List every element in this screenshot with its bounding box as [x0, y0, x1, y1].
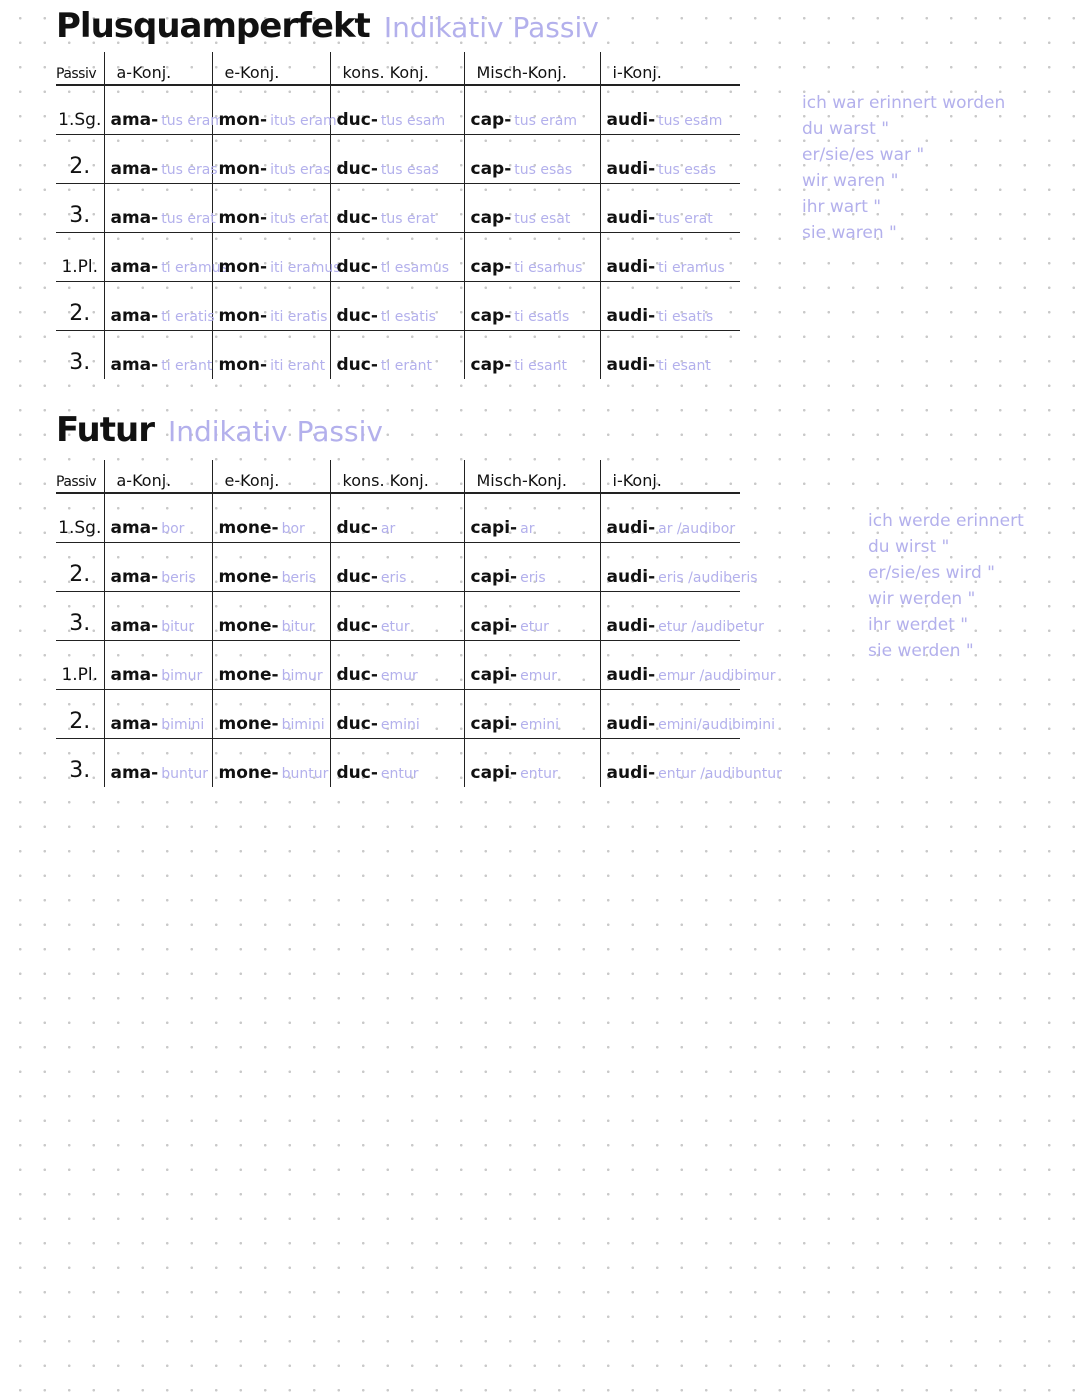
person-label: 1.Sg. — [56, 85, 104, 135]
form-stem: cap- — [470, 110, 512, 130]
form-stem: mon- — [218, 208, 268, 228]
form-ending: emini/audibimini — [658, 717, 776, 733]
translation-line: sie waren " — [802, 223, 897, 243]
form-cell — [600, 184, 740, 233]
translation-line: du wirst " — [868, 537, 950, 557]
form-cell — [600, 331, 740, 380]
translation-line: er/sie/es wird " — [868, 563, 995, 583]
plusquamperfekt-title: Plusquamperfekt — [56, 6, 370, 46]
form-stem: duc- — [336, 567, 378, 587]
form-cell — [330, 641, 464, 690]
form-ending: ti esatis — [514, 309, 570, 325]
form-ending: tus eram — [161, 113, 224, 129]
futur-table — [56, 460, 782, 787]
form-stem: duc- — [336, 763, 378, 783]
form-stem: capi- — [470, 763, 518, 783]
form-cell — [600, 233, 740, 282]
form-cell — [464, 282, 600, 331]
column-header: e-Konj. — [212, 52, 330, 85]
form-ending: ti erant — [380, 358, 433, 374]
form-cell — [464, 85, 600, 135]
form-stem: audi- — [606, 714, 656, 734]
form-ending: buntur — [161, 766, 208, 782]
form-cell — [330, 592, 464, 641]
form-cell — [600, 493, 740, 543]
form-stem: ama- — [110, 208, 159, 228]
form-stem: audi- — [606, 257, 656, 277]
table-header-row — [56, 52, 740, 85]
form-cell — [104, 690, 212, 739]
form-stem: duc- — [336, 714, 378, 734]
table-row — [56, 641, 740, 690]
futur-heading — [56, 410, 383, 450]
translation-line: sie werden " — [868, 641, 974, 661]
form-stem: audi- — [606, 763, 656, 783]
person-label: 3. — [69, 350, 91, 375]
form-stem: ama- — [110, 110, 159, 130]
form-stem: mone- — [218, 616, 279, 636]
form-ending: bimini — [161, 717, 205, 733]
form-ending: entur — [520, 766, 558, 782]
column-header: Misch-Konj. — [464, 52, 600, 85]
form-stem: ama- — [110, 306, 159, 326]
form-ending: iti erant — [270, 358, 326, 374]
form-ending: ti esamus — [514, 260, 583, 276]
form-ending: tus esam — [380, 113, 446, 129]
translation-line: wir waren " — [802, 171, 899, 191]
futur-translations — [868, 508, 1024, 664]
form-cell — [330, 543, 464, 592]
form-cell — [212, 85, 337, 135]
form-ending: bimini — [281, 717, 325, 733]
form-ending: ti eramus — [161, 260, 228, 276]
form-ending: tus esas — [658, 162, 717, 178]
table-row — [56, 282, 740, 331]
form-cell — [600, 282, 740, 331]
form-cell — [212, 739, 330, 788]
form-cell — [464, 641, 600, 690]
form-cell — [212, 184, 330, 233]
form-ending: iti eramus — [270, 260, 341, 276]
form-cell — [464, 135, 600, 184]
table-row — [56, 331, 740, 380]
form-stem: cap- — [470, 208, 512, 228]
form-ending: eris — [520, 570, 546, 586]
form-ending: bor — [161, 521, 185, 537]
form-ending: bitur — [281, 619, 315, 635]
futur-subtitle: Indikativ Passiv — [167, 415, 383, 448]
column-header: Misch-Konj. — [464, 460, 600, 493]
form-cell — [104, 739, 212, 788]
form-ending: ti esatis — [380, 309, 436, 325]
column-header: a-Konj. — [104, 460, 212, 493]
form-stem: duc- — [336, 110, 378, 130]
corner-label: Passiv — [56, 460, 104, 493]
form-stem: ama- — [110, 355, 159, 375]
table-row — [56, 739, 740, 788]
form-stem: mone- — [218, 665, 279, 685]
form-cell — [330, 331, 464, 380]
table-row — [56, 493, 740, 543]
form-ending: emur — [380, 668, 418, 684]
form-stem: mone- — [218, 714, 279, 734]
form-stem: mon- — [218, 159, 268, 179]
form-cell — [464, 331, 600, 380]
table-row — [56, 85, 740, 135]
form-ending: emini — [380, 717, 420, 733]
form-ending: ti esant — [658, 358, 711, 374]
form-ending: tus erat — [380, 211, 436, 227]
form-cell — [212, 592, 330, 641]
form-cell — [464, 739, 600, 788]
form-ending: ti eratis — [161, 309, 215, 325]
form-ending: emini — [520, 717, 560, 733]
form-stem: ama- — [110, 665, 159, 685]
form-cell — [104, 282, 215, 331]
form-stem: cap- — [470, 355, 512, 375]
column-header: kons. Konj. — [330, 52, 464, 85]
form-cell — [212, 543, 330, 592]
form-cell — [212, 493, 330, 543]
translation-line: er/sie/es war " — [802, 145, 925, 165]
form-ending: etur — [380, 619, 410, 635]
form-cell — [600, 543, 758, 592]
person-label: 2. — [56, 690, 104, 739]
form-stem: audi- — [606, 208, 656, 228]
form-cell — [104, 135, 218, 184]
form-cell — [464, 543, 600, 592]
form-ending: ti esatis — [658, 309, 714, 325]
form-stem: capi- — [470, 616, 518, 636]
form-stem: mone- — [218, 763, 279, 783]
form-stem: ama- — [110, 616, 159, 636]
form-ending: eris /audiberis — [658, 570, 758, 586]
form-cell — [104, 85, 224, 135]
form-ending: itus erat — [270, 211, 329, 227]
form-ending: tus eras — [161, 162, 218, 178]
form-ending: ti erant — [161, 358, 213, 374]
translation-line: du warst " — [802, 119, 890, 139]
plusquamperfekt-table — [56, 52, 740, 379]
form-ending: bimur — [281, 668, 323, 684]
form-stem: cap- — [470, 257, 512, 277]
form-cell — [330, 85, 464, 135]
form-cell — [212, 690, 330, 739]
form-cell — [212, 641, 330, 690]
form-ending: bimur — [161, 668, 203, 684]
form-cell — [104, 641, 212, 690]
form-cell — [464, 690, 600, 739]
form-ending: bitur — [161, 619, 195, 635]
form-stem: audi- — [606, 306, 656, 326]
form-cell — [330, 690, 464, 739]
form-ending: etur /audibetur — [658, 619, 764, 635]
form-cell — [330, 493, 464, 543]
form-stem: capi- — [470, 567, 518, 587]
person-label: 1.Pl. — [56, 641, 104, 690]
form-stem: ama- — [110, 159, 159, 179]
form-ending: tus erat — [658, 211, 713, 227]
form-cell — [212, 233, 341, 282]
form-cell — [464, 493, 600, 543]
form-stem: cap- — [470, 159, 512, 179]
form-cell — [212, 331, 330, 380]
plusquamperfekt-subtitle: Indikativ Passiv — [383, 11, 599, 44]
table-row — [56, 233, 740, 282]
translation-line: ich werde erinnert — [868, 511, 1024, 531]
form-ending: ti esant — [514, 358, 567, 374]
form-cell — [600, 592, 764, 641]
form-cell — [104, 184, 216, 233]
form-cell — [464, 184, 600, 233]
form-ending: eris — [380, 570, 407, 586]
form-stem: duc- — [336, 257, 378, 277]
person-label: 2. — [56, 282, 104, 331]
form-ending: ar /audibor — [658, 521, 736, 537]
form-ending: ti eramus — [658, 260, 725, 276]
form-cell — [330, 739, 464, 788]
column-header: e-Konj. — [212, 460, 330, 493]
plusquamperfekt-heading — [56, 6, 599, 46]
form-stem: capi- — [470, 518, 518, 538]
form-stem: audi- — [606, 110, 656, 130]
form-cell — [600, 641, 776, 690]
translation-line: ich war erinnert worden — [802, 93, 1006, 113]
table-row — [56, 184, 740, 233]
form-cell — [330, 135, 464, 184]
person-label: 1.Sg. — [56, 493, 104, 543]
form-ending: itus eras — [270, 162, 331, 178]
form-ending: tus erat — [161, 211, 216, 227]
form-stem: mone- — [218, 518, 279, 538]
form-ending: entur /audibuntur — [658, 766, 782, 782]
form-ending: beris — [161, 570, 196, 586]
form-stem: duc- — [336, 159, 378, 179]
form-ending: ar — [520, 521, 535, 537]
form-stem: ama- — [110, 518, 159, 538]
form-ending: tus esas — [380, 162, 439, 178]
table-row — [56, 690, 740, 739]
form-ending: emur — [520, 668, 557, 684]
form-stem: audi- — [606, 355, 656, 375]
form-cell — [600, 135, 740, 184]
form-stem: ama- — [110, 257, 159, 277]
form-stem: audi- — [606, 567, 656, 587]
translation-line: wir werden " — [868, 589, 976, 609]
person-label: 3. — [56, 592, 104, 641]
form-cell — [104, 493, 212, 543]
person-label: 1.Pl. — [56, 233, 104, 282]
form-ending: emur /audibimur — [658, 668, 776, 684]
form-stem: duc- — [336, 208, 378, 228]
form-ending: entur — [380, 766, 419, 782]
form-stem: duc- — [336, 518, 378, 538]
form-cell — [104, 233, 228, 282]
form-stem: capi- — [470, 665, 518, 685]
form-cell — [104, 331, 212, 380]
form-stem: duc- — [336, 355, 378, 375]
form-ending: etur — [520, 619, 549, 635]
form-cell — [104, 592, 212, 641]
form-cell — [464, 592, 600, 641]
form-stem: audi- — [606, 665, 656, 685]
form-cell — [212, 282, 330, 331]
translation-line: ihr werdet " — [868, 615, 969, 635]
form-cell — [600, 85, 740, 135]
form-cell — [600, 739, 782, 788]
table-row — [56, 135, 740, 184]
form-cell — [104, 543, 212, 592]
form-ending: bor — [281, 521, 305, 537]
person-label: 3. — [56, 184, 104, 233]
person-label: 2. — [56, 543, 104, 592]
form-stem: mon- — [218, 355, 268, 375]
person-label: 2. — [56, 135, 104, 184]
form-stem: audi- — [606, 616, 656, 636]
table-row — [56, 543, 740, 592]
column-header: i-Konj. — [600, 460, 740, 493]
form-ending: tus eram — [514, 113, 577, 129]
form-stem: ama- — [110, 567, 159, 587]
form-ending: tus esat — [514, 211, 571, 227]
futur-title: Futur — [56, 410, 154, 450]
corner-label: Passiv — [56, 52, 104, 85]
form-stem: audi- — [606, 518, 656, 538]
column-header: i-Konj. — [600, 52, 740, 85]
form-stem: duc- — [336, 616, 378, 636]
column-header: a-Konj. — [104, 52, 212, 85]
translation-line: ihr wart " — [802, 197, 882, 217]
form-stem: mon- — [218, 110, 268, 130]
form-cell — [330, 233, 464, 282]
form-stem: ama- — [110, 714, 159, 734]
form-stem: mon- — [218, 306, 268, 326]
table-header-row — [56, 460, 740, 493]
form-cell — [600, 690, 776, 739]
form-stem: mon- — [218, 257, 268, 277]
form-stem: ama- — [110, 763, 159, 783]
form-stem: audi- — [606, 159, 656, 179]
form-cell — [330, 184, 464, 233]
form-ending: tus esas — [514, 162, 573, 178]
form-ending: tus esam — [658, 113, 723, 129]
form-stem: capi- — [470, 714, 518, 734]
form-cell — [212, 135, 330, 184]
table-row — [56, 592, 740, 641]
column-header: kons. Konj. — [330, 460, 464, 493]
form-stem: duc- — [336, 665, 378, 685]
form-ending: buntur — [281, 766, 329, 782]
form-stem: mone- — [218, 567, 279, 587]
form-stem: duc- — [336, 306, 378, 326]
form-ending: itus eram — [270, 113, 337, 129]
form-ending: iti eratis — [270, 309, 328, 325]
form-ending: beris — [281, 570, 317, 586]
form-ending: ti esamus — [380, 260, 450, 276]
form-stem: cap- — [470, 306, 512, 326]
plusquamperfekt-translations — [802, 90, 1005, 246]
form-cell — [330, 282, 464, 331]
person-label: 3. — [69, 758, 91, 783]
form-ending: ar — [380, 521, 396, 537]
form-cell — [464, 233, 600, 282]
